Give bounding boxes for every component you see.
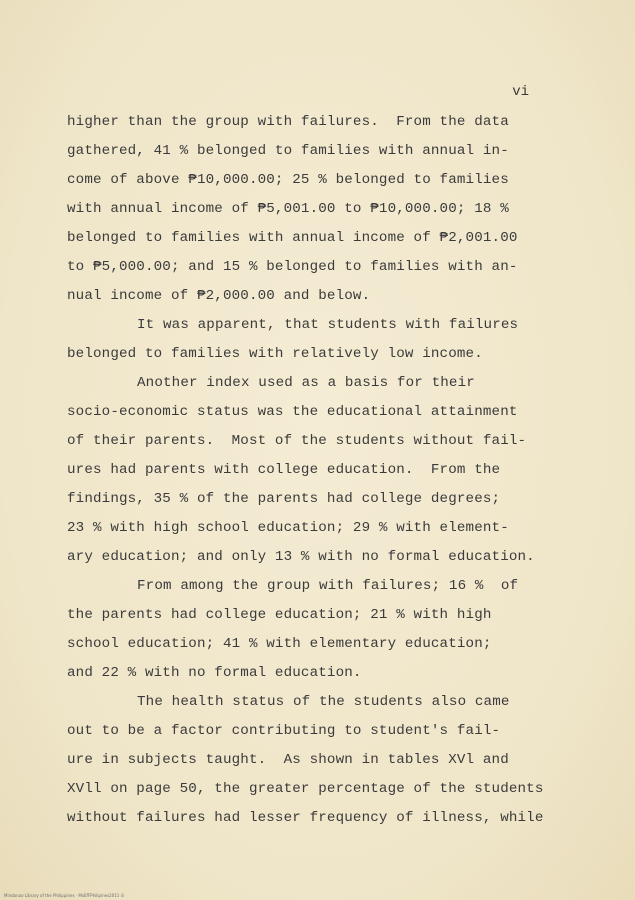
body-text bbox=[67, 108, 567, 833]
scan-footer: Mindanao Library of the Philippines · MsEfFPhilipines2011 iii bbox=[4, 893, 124, 898]
text-line: findings, 35 % of the parents had college degrees; bbox=[67, 491, 501, 507]
text-line: belonged to families with annual income of ₱2,001.00 bbox=[67, 230, 518, 246]
text-line: to ₱5,000.00; and 15 % belonged to families with an- bbox=[67, 259, 518, 275]
page-number: vi bbox=[512, 84, 529, 100]
text-line: without failures had lesser frequency of illness, while bbox=[67, 810, 544, 826]
text-line: 23 % with high school education; 29 % with element- bbox=[67, 520, 509, 536]
text-line: with annual income of ₱5,001.00 to ₱10,000.00; 18 % bbox=[67, 201, 509, 217]
text-line: the parents had college education; 21 % with high bbox=[67, 607, 492, 623]
text-line: school education; 41 % with elementary education; bbox=[67, 636, 492, 652]
text-line: ure in subjects taught. As shown in tables XVl and bbox=[67, 752, 509, 768]
text-line: higher than the group with failures. From the data bbox=[67, 114, 509, 130]
text-line: belonged to families with relatively low income. bbox=[67, 346, 483, 362]
text-line: nual income of ₱2,000.00 and below. bbox=[67, 288, 371, 304]
paragraph-start-line: The health status of the students also came bbox=[137, 694, 510, 710]
text-line: and 22 % with no formal education. bbox=[67, 665, 362, 681]
text-line: of their parents. Most of the students without fail- bbox=[67, 433, 527, 449]
text-line: socio-economic status was the educational attainment bbox=[67, 404, 518, 420]
paragraph-start-line: Another index used as a basis for their bbox=[137, 375, 475, 391]
paragraph-start-line: From among the group with failures; 16 % of bbox=[137, 578, 519, 594]
text-line: ures had parents with college education. From the bbox=[67, 462, 501, 478]
paragraph-start-line: It was apparent, that students with failures bbox=[137, 317, 519, 333]
text-line: come of above ₱10,000.00; 25 % belonged to families bbox=[67, 172, 509, 188]
text-line: gathered, 41 % belonged to families with annual in- bbox=[67, 143, 509, 159]
text-line: XVll on page 50, the greater percentage of the students bbox=[67, 781, 544, 797]
text-line: ary education; and only 13 % with no formal education. bbox=[67, 549, 535, 565]
text-line: out to be a factor contributing to student's fail- bbox=[67, 723, 501, 739]
